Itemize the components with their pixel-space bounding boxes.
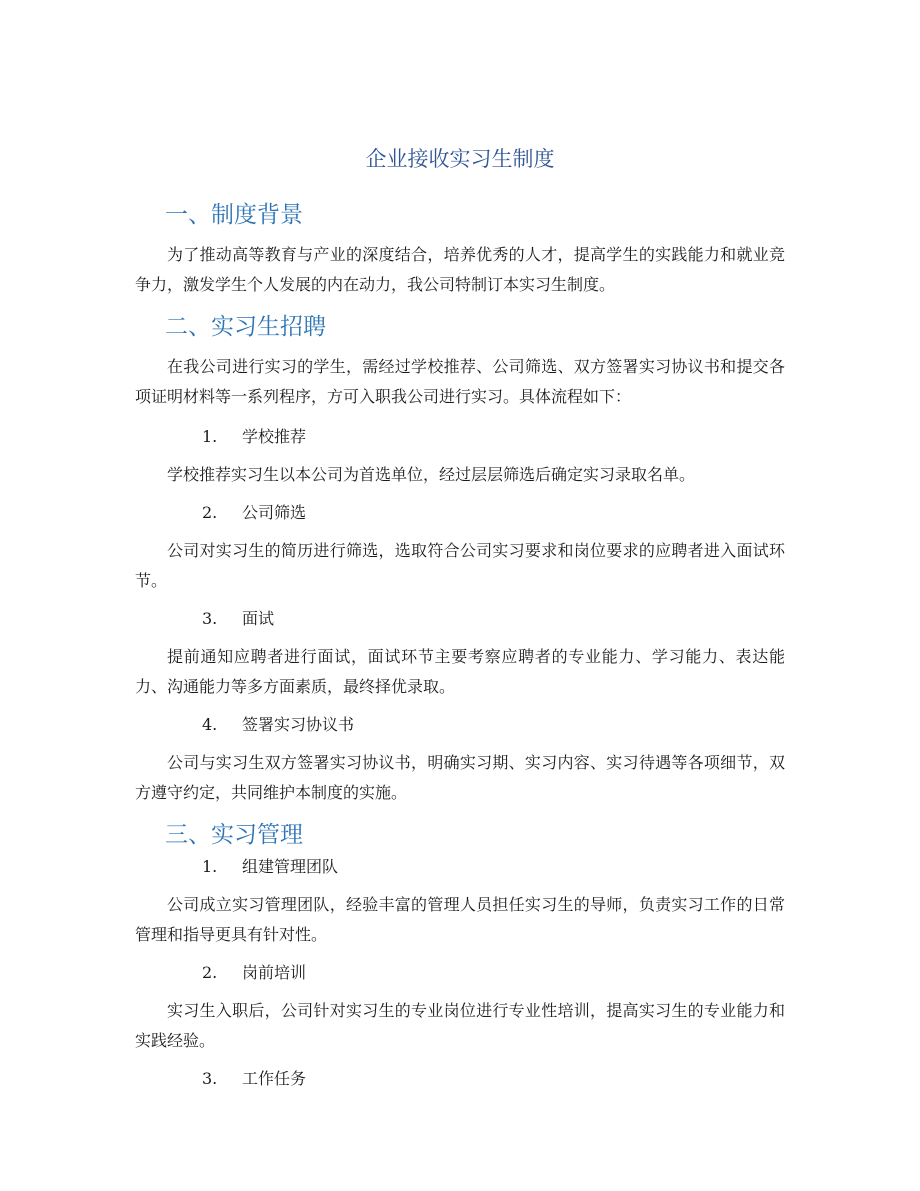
list-item-pre-job-training: 2. 岗前培训 <box>202 963 307 982</box>
paragraph-sign-agreement: 公司与实习生双方签署实习协议书，明确实习期、实习内容、实习待遇等各项细节，双方遵守约定，共同维护本制度的实施。 <box>135 753 785 802</box>
list-item-build-team: 1. 组建管理团队 <box>202 857 339 876</box>
document-page <box>135 140 785 1094</box>
list-item-work-tasks: 3. 工作任务 <box>202 1069 307 1088</box>
section-heading-management: 三、实习管理 <box>165 822 303 848</box>
list-item-sign-agreement: 4. 签署实习协议书 <box>202 715 355 734</box>
paragraph-background: 为了推动高等教育与产业的深度结合，培养优秀的人才，提高学生的实践能力和就业竞争力，激发学生个人发展的内在动力，我公司特制订本实习生制度。 <box>135 245 785 294</box>
paragraph-build-team: 公司成立实习管理团队，经验丰富的管理人员担任实习生的导师，负责实习工作的日常管理和指导更具有针对性。 <box>135 895 785 944</box>
list-item-company-screening: 2. 公司筛选 <box>202 503 307 522</box>
paragraph-recruitment-intro: 在我公司进行实习的学生，需经过学校推荐、公司筛选、双方签署实习协议书和提交各项证明材料等一系列程序，方可入职我公司进行实习。具体流程如下： <box>135 357 785 406</box>
list-item-school-recommend: 1. 学校推荐 <box>202 427 307 446</box>
list-item-interview: 3. 面试 <box>202 609 275 628</box>
paragraph-interview: 提前通知应聘者进行面试，面试环节主要考察应聘者的专业能力、学习能力、表达能力、沟通能力等多方面素质，最终择优录取。 <box>135 647 785 696</box>
section-heading-recruitment: 二、实习生招聘 <box>165 314 326 340</box>
paragraph-company-screening: 公司对实习生的简历进行筛选，选取符合公司实习要求和岗位要求的应聘者进入面试环节。 <box>135 541 785 590</box>
paragraph-pre-job-training: 实习生入职后，公司针对实习生的专业岗位进行专业性培训，提高实习生的专业能力和实践经验。 <box>135 1001 785 1050</box>
paragraph-school-recommend: 学校推荐实习生以本公司为首选单位，经过层层筛选后确定实习录取名单。 <box>167 465 696 484</box>
section-heading-background: 一、制度背景 <box>165 202 303 228</box>
document-title: 企业接收实习生制度 <box>365 147 555 171</box>
